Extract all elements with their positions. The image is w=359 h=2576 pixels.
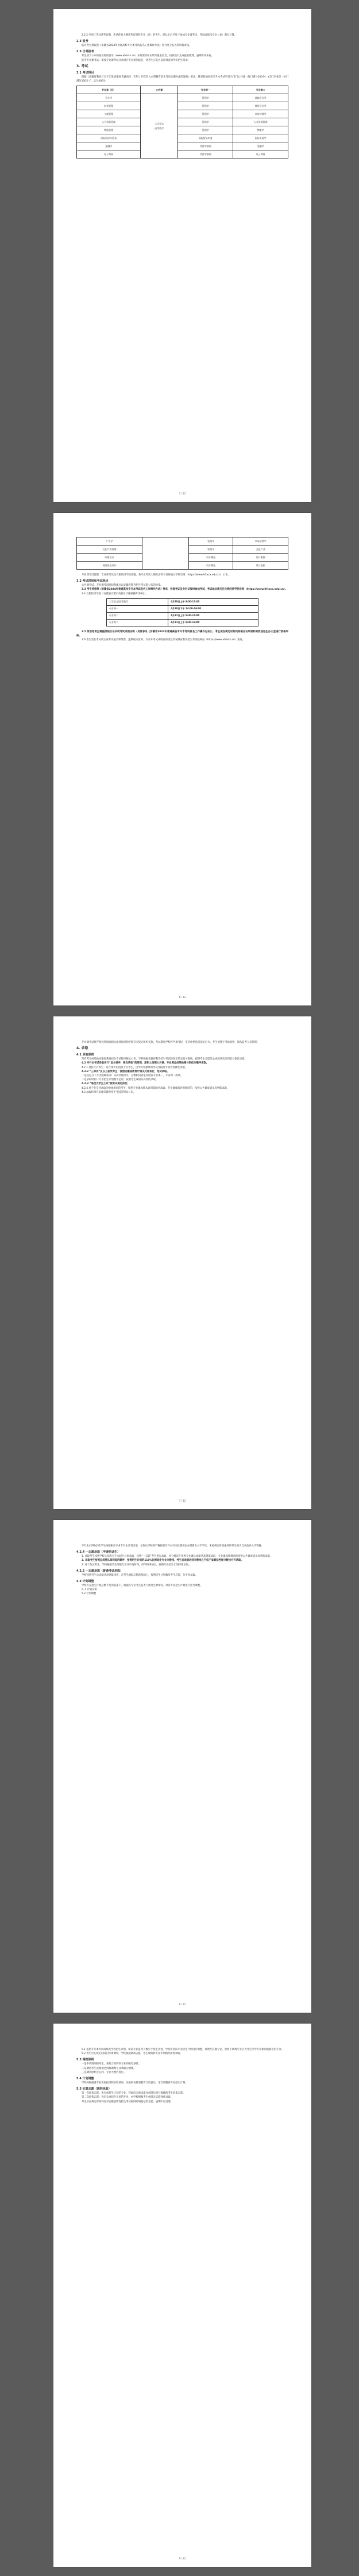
table-cell: 管理学 bbox=[178, 110, 233, 118]
paragraph: 公共课考试、专业课考试时间和地点以安徽省教育招生考试院公布的为准。 bbox=[82, 584, 163, 587]
table-cell: 市场营销学 bbox=[233, 537, 288, 546]
subject-table bbox=[76, 86, 288, 158]
table-cell: 物流学 bbox=[233, 126, 288, 134]
table-cell: 设计概论 bbox=[188, 554, 233, 562]
paragraph: 二是录取时同一专业招生计划数不足时，按照考生成绩从高到低录取。 bbox=[82, 1078, 159, 1082]
section-heading: 5.4 计划调整 bbox=[76, 2077, 94, 2081]
table-cell: 人力资源管理 bbox=[233, 118, 288, 126]
section-heading: 2.3 报考 bbox=[76, 40, 88, 44]
paragraph: 专业课考试题型：专业课考试由合肥经济学院命题，各专业考试大纲及参考书目将通过学校官网（https://www.hfcxcx.edu.cn）公布。 bbox=[82, 574, 230, 577]
paragraph-bold: 2. 录取考生按照总成绩从高到低的顺序，按照招生计划的110%比例划定专业分数线，考生总成绩达到分数线且不低于省最低控制分数线方可录取。 bbox=[82, 1559, 244, 1562]
table-cell: 电子商务 bbox=[233, 150, 288, 158]
table-row bbox=[77, 102, 288, 110]
table-cell: 4月20日下午 14:00-16:00 bbox=[168, 605, 258, 612]
section-heading: 5.5 征集志愿（调剂录取） bbox=[76, 2087, 111, 2091]
paragraph: 4.3 录取结果在安徽省教育招生考试院网站公布。 bbox=[82, 1090, 136, 1094]
section-heading: 4.2.5 一志愿录取（普通考试录取） bbox=[76, 1569, 123, 1573]
paragraph: 专升本(专科)层次学生按照相应专业专升本计划录取，录取后学校将严格按照专升本有关政策规定办理新生入学手续，未按规定时间报到的考生视为自动放弃入学资格。 bbox=[82, 1545, 264, 1548]
page-number: 5 / 12 bbox=[179, 492, 186, 495]
paragraph: 报名考生须按照《安徽省2024年普通高校专升本考试报名工作操作办法》进行网上报名和资格审核。 bbox=[82, 44, 192, 48]
table-row bbox=[77, 134, 288, 142]
paragraph: 4.2.4 对于各专业录取分数线相同的考生，按照专业课成绩从高到低顺序录取；专业课成绩仍然相同的，按照公共课成绩从高到低录取。 bbox=[82, 1086, 230, 1090]
common-subjects-cell bbox=[141, 94, 178, 158]
table-cell: 广告学 bbox=[77, 537, 142, 546]
table-header: 公共课 bbox=[141, 86, 178, 94]
table-cell: 专业课一 bbox=[106, 605, 168, 612]
table-cell: 经济学基础 bbox=[178, 142, 233, 150]
paragraph: 一是申请调剂的考生，须符合拟调剂专业的报考条件。 bbox=[82, 2063, 141, 2066]
paragraph: 3.6 考生需在考试前完成考试报名和缴费，逾期视为放弃。专升本考试成绩查询请登录安徽省教育招生考试院网站（https://www.ahzsks.cn）查询。 bbox=[82, 639, 245, 642]
table-row bbox=[77, 110, 288, 118]
paragraph: 2.2.2 申请三等功获奖证明、申请优秀大赛获奖证明的专业（类）的考生，经认定后可免于参加专业课考试，考试成绩按专业（类）满分计算。 bbox=[82, 34, 237, 37]
page-number: 8 / 12 bbox=[179, 2003, 186, 2006]
table-header: 专业课一 bbox=[178, 86, 233, 94]
paragraph: 考生请于公布的报名时间登录（www.ahzsks.cn）并按要求如实填写报名信息，按照提示完成报名缴费，逾期不再补报。 bbox=[82, 55, 214, 58]
paragraph-bold: 4.2 专升本考试录取实行“总分排序、择优录取”的原则，原则上按照公共课、专业课总成绩由高分到低分顺序录取。 bbox=[82, 1062, 209, 1065]
table-cell: 管理学 bbox=[178, 118, 233, 126]
page-number: 7 / 12 bbox=[179, 1499, 186, 1502]
section-heading: 3. 考试 bbox=[76, 64, 88, 68]
table-cell: 管理学 bbox=[178, 126, 233, 134]
table-cell: 电子商务 bbox=[77, 150, 141, 158]
paragraph: 报考专业课考试：需按专业课考试目录对应专业类别报名，请考生在报名前仔细查阅学校招生简章。 bbox=[82, 59, 191, 62]
table-cell: 国际贸易实务 bbox=[178, 134, 233, 142]
table-cell: 4月20日上午 9:00-11:00 bbox=[168, 598, 258, 605]
page-number: 9 / 12 bbox=[179, 2557, 186, 2560]
table-row bbox=[106, 612, 258, 619]
paragraph: 3. 对于免试考生，学校根据考生所报专业及申请材料，经学校审核后，按照专业招生计划择优录取。 bbox=[82, 1563, 191, 1567]
table-cell: 设计概论 bbox=[188, 562, 233, 570]
table-cell: 金融学 bbox=[77, 142, 141, 150]
paragraph: 第二次征集志愿：仍未完成招生计划的专业，由学校根据考生成绩及志愿择优录取。 bbox=[82, 2096, 173, 2099]
paragraph: 5.1 按照专升本考试成绩及学校招生计划，如某专业报考人数少于招生计划，学校将对该专业招生计划进行调整，调剂至其他专业，原则上调剂专业应为考生所学专业相同或相近的专业。 bbox=[82, 2048, 284, 2051]
document-page-2 bbox=[53, 513, 311, 1005]
table-cell: 文化产业管理 bbox=[77, 546, 142, 554]
document-page-1 bbox=[53, 9, 311, 502]
table-cell: 4月21日上午 9:30-11:00 bbox=[168, 612, 258, 619]
table-row bbox=[106, 598, 258, 605]
table-header: 专业类（目） bbox=[77, 86, 141, 94]
paragraph: 1. 录取考生按照学校公布的专升本招生计划录取，按照“一志愿”考生优先录取，同分情况下按照专业课总成绩从高到低录取，专业课成绩相同的按照公共课成绩从高到低录取。 bbox=[82, 1555, 273, 1558]
table-cell: 管理学 bbox=[178, 102, 233, 110]
document-page-3 bbox=[53, 1016, 311, 1509]
paragraph-bold: 3.5 英语免考生需提供相应证书或考试成绩证明（具体参见《安徽省2024年普通高校专升本考试报名工作操作办法》），考生须在规定时间内持相应证明材料到我校招生办公室进行资格审核。 bbox=[76, 630, 288, 638]
table-cell: 会计学 bbox=[77, 94, 141, 102]
section-heading: 4.3 计划调整 bbox=[76, 1580, 94, 1584]
table-row bbox=[106, 605, 258, 612]
table-cell: 管理学 bbox=[178, 94, 233, 102]
common-subjects-cell bbox=[142, 537, 188, 570]
table-cell: 管理学 bbox=[188, 546, 233, 554]
table-cell: 市场营销学 bbox=[233, 110, 288, 118]
paragraph: 学校可在招生计划总数不变的前提下，根据各专业考生报考人数及生源情况，对各专业招生计划进行适当调整。 bbox=[82, 1584, 203, 1588]
document-page-5 bbox=[53, 2024, 311, 2567]
table-cell: 专业课二 bbox=[106, 612, 168, 619]
table-cell: 专业课二 bbox=[106, 619, 168, 626]
paragraph: 3.4 合肥经济学院（安徽省合肥市高新区天鹅湖路7100号）。 bbox=[82, 592, 148, 595]
table-header-row bbox=[77, 86, 288, 94]
paragraph: 所有考生成绩由安徽省教育招生考试院审核后公布，学校根据安徽省教育招生考试院划定的录取分数线，按照考生志愿及总成绩从高分到低分依次录取。 bbox=[82, 1058, 247, 1061]
table-cell: 财务会计学 bbox=[233, 102, 288, 110]
table-cell: 工商管理 bbox=[77, 110, 141, 118]
table-row bbox=[77, 126, 288, 134]
document-page-4 bbox=[53, 1520, 311, 2013]
paragraph: 4.2.1 退役士兵考生：符合条件的退役士兵考生，由学校单独组织考试并按照专项计划择优录取。 bbox=[82, 1066, 188, 1069]
page-number: 6 / 12 bbox=[179, 996, 186, 999]
paragraph: 学校将根据各专业实际报考和录取情况，在报经安徽省教育厅同意后，适当调整各专业招生计划。 bbox=[82, 2082, 188, 2085]
table-row bbox=[77, 94, 288, 102]
table-header: 专业课二 bbox=[233, 86, 288, 94]
paragraph: 5. 1 计划安排 bbox=[82, 1588, 97, 1592]
table-cell: 视觉传达设计 bbox=[77, 562, 142, 570]
table-cell: 财务管理 bbox=[77, 102, 141, 110]
table-cell: 经济学基础 bbox=[178, 150, 233, 158]
table-cell: 基础会计学 bbox=[233, 94, 288, 102]
table-row bbox=[106, 619, 258, 626]
paragraph-bold: 4.2.2 “三等功”及以上获奖考生：按照安徽省教育厅相关文件执行，免试录取。 bbox=[82, 1070, 169, 1073]
paragraph: 5.2 计划调整 bbox=[82, 1592, 96, 1596]
paragraph: 考生应在规定时间内登录安徽省教育招生考试院网站填报征集志愿，逾期不再受理。 bbox=[82, 2100, 173, 2103]
table-row bbox=[77, 537, 288, 546]
paragraph: 一是按总分（不含照顾加分）从高到低排序，分数相同者依次比较专业课一、专业课二成绩。 bbox=[82, 1074, 183, 1078]
paragraph: 二是调剂考生成绩须达到拟调剂专业录取分数线。 bbox=[82, 2067, 136, 2070]
section-heading: 3.1 考试科目 bbox=[76, 71, 94, 75]
table-row bbox=[77, 150, 288, 158]
table-cell: 4月21日上午 9:30-12:00 bbox=[168, 619, 258, 626]
paragraph: 5.2 考生可在规定时间内申请调剂，学校根据调剂志愿、考生成绩和专业计划情况择优录取。 bbox=[82, 2052, 183, 2056]
section-heading: 4. 录取 bbox=[76, 1046, 88, 1051]
common-subject: 大学语文 bbox=[155, 122, 164, 125]
paragraph: 学校按照考生总成绩从高到低排序，在考生填报志愿的基础上，按照招生计划数及考生志愿，分专业录取。 bbox=[82, 1573, 198, 1577]
paragraph-bold: 3.3 考生须按照《安徽省2024年普通高校专升本考试报名工作操作办法》要求，持准考证及身份证按时参加考试，考试地点请关注合肥经济学院官网（https://www.hfcxcx.edu.cn）。 bbox=[82, 588, 288, 591]
subject-table-continued bbox=[76, 537, 288, 570]
table-cell: 管理学 bbox=[188, 537, 233, 546]
table-cell: 物流管理 bbox=[77, 126, 141, 134]
table-cell: 国际经济与贸易 bbox=[77, 134, 141, 142]
paragraph: 第一次征集志愿：未完成招生计划的专业，将面向未被录取且成绩达到分数线的考生征集志愿。 bbox=[82, 2092, 186, 2095]
table-cell: 国际贸易学 bbox=[233, 134, 288, 142]
table-cell: 人力资源管理 bbox=[77, 118, 141, 126]
table-row bbox=[77, 118, 288, 126]
paragraph: 三是调剂原则上在同一专业大类内进行。 bbox=[82, 2071, 126, 2074]
section-heading: 4.1 录取原则 bbox=[76, 1053, 94, 1057]
table-row bbox=[77, 142, 288, 150]
section-heading: 3.2 考试时间和考试地点 bbox=[76, 579, 109, 583]
table-cell: 大学语文/高等数学 bbox=[106, 598, 168, 605]
paragraph: 专业课考试将严格按照国家相关法律法规和学校有关规定组织实施，考试期间学校将严肃考纪，坚决杜绝违规违纪行为。考生须遵守考场规则，服从监考人员管理。 bbox=[82, 1041, 260, 1044]
exam-schedule-table bbox=[106, 598, 259, 626]
table-cell: 金融学 bbox=[233, 142, 288, 150]
table-cell: 设计素描 bbox=[233, 554, 288, 562]
section-heading: 5.3 调剂原则 bbox=[76, 2058, 94, 2062]
table-cell: 文化产业 bbox=[233, 546, 288, 554]
paragraph-bold: 4.2.3 “退役大学生士兵”按有关规定执行。 bbox=[82, 1082, 130, 1086]
common-subject: 高等数学 bbox=[155, 126, 164, 130]
section-heading: 2.5 日常报考 bbox=[76, 50, 94, 54]
paragraph: 根据《安徽省教育厅关于印发安徽省普通高校（专科）层次升入本科教育招生考试实施办法的通知》要求，我省普通高校专升本考试科目为“2门公共课（每门满分100分）+2门专业课（每门满分100分）”，总分400分。 bbox=[76, 75, 288, 83]
section-heading: 4.2.4 一志愿录取（申请免试生） bbox=[76, 1550, 120, 1554]
table-cell: 环境设计 bbox=[77, 554, 142, 562]
table-cell: 设计色彩 bbox=[233, 562, 288, 570]
